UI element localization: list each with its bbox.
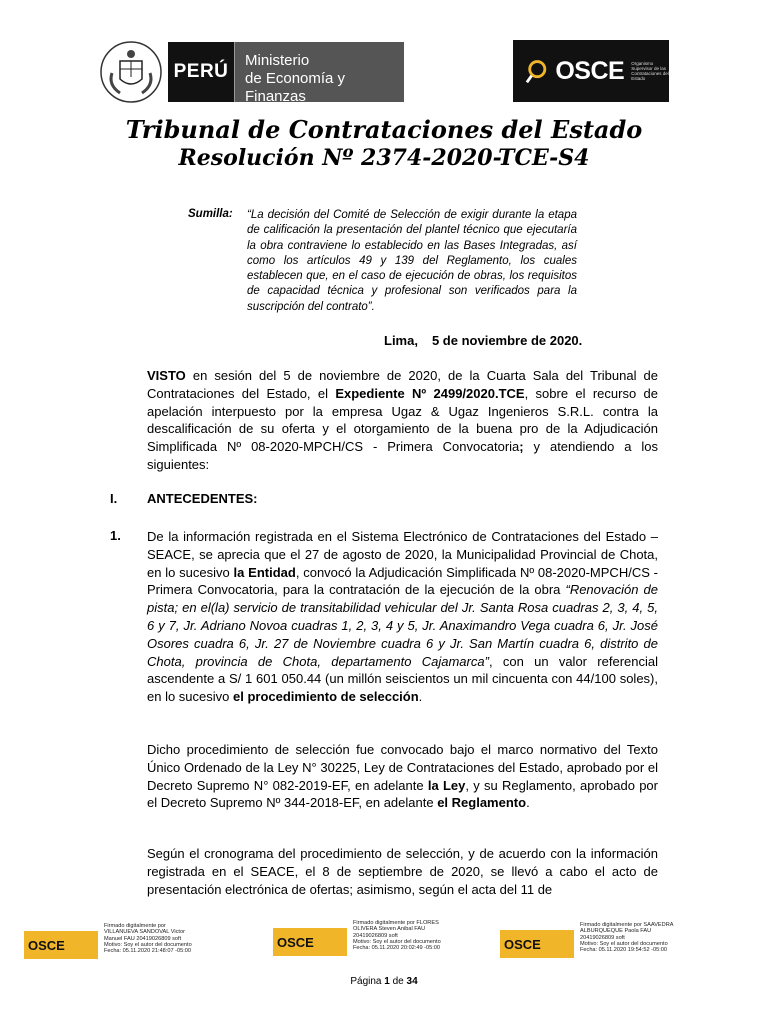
osce-logo [513,40,669,102]
ministry-line-1: Ministerio [245,52,310,69]
obra-description: “Renovación de pista; en el(la) servicio de transitabilidad vehicular del Jr. Santa Rosa cuadras 2, 3, 4, 5, 6 y 7, Jr. Adriano Novoa cuadras 1, 2, 3, 4 y 5, Jr. Anaximandro Vega cuadra 6, Jr. José Osores cuadra 6, Jr. 27 de Noviembre cuadra 6 y Jr. San Martín cuadra 6, distrito de Chota, provincia de Chota, departamento Cajamarca” [147,582,658,669]
stamp-logo-text: OSCE [504,936,541,952]
signature-line: Firmado digitalmente por [104,923,166,929]
signature-line: 20419026809 soft [353,932,398,939]
peru-label: PERÚ [168,42,234,102]
signature-line: Fecha: 05.11.2020 20:02:49 -05:00 [353,945,440,952]
normative-paragraph [147,741,658,812]
stamp-logo-text: OSCE [277,934,314,950]
page-number [0,976,768,987]
ley-term: la Ley [427,777,466,793]
signature-line: OLIVERA Steven Anibal FAU [353,926,426,933]
visto-text-3: y atendiendo a los siguientes: [147,439,658,472]
sumilla-label: Sumilla: [188,208,233,220]
signature-line: Fecha: 05.11.2020 19:54:52 -05:00 [580,947,667,954]
para-2-text-c: . [526,795,530,811]
para-2-text-a: Dicho procedimiento de selección fue convocado bajo el marco normativo del Texto Único Ordenado de la Ley N° 30225, Ley de Contrataciones del Estado, aprobado por el Decreto Supremo N° 082-2019-EF, en adelante [147,742,658,793]
document-date [384,333,582,348]
signature-line: VILLANUEVA SANDOVAL Victor [104,929,185,936]
signature-line: Manuel FAU 20419026809 soft [104,935,182,942]
tribunal-title: Tribunal de Contrataciones del Estado [125,115,643,144]
item-1-paragraph [147,528,658,706]
visto-word: VISTO [147,368,186,383]
osce-stamp-logo [24,931,98,959]
reglamento-term: el Reglamento [437,795,527,811]
signature-line: Motivo: Soy el autor del documento [353,938,441,945]
visto-semicolon: ; [519,439,524,455]
osce-logo-subtitle: Organismo Supervisor de las Contrataciones del Estado [631,61,669,81]
page-label: Página [350,976,382,987]
government-header [98,38,404,106]
procedimiento-term: el procedimiento de selección [233,689,419,705]
ministry-label [234,42,404,105]
visto-text-1: en sesión del 5 de noviembre de 2020, de la Cuarta Sala del Tribunal de Contrataciones del Estado, el [147,368,658,401]
coat-of-arms-icon [98,39,164,105]
expediente-number: Expediente Nº 2499/2020.TCE [335,385,525,401]
signature-line: Fecha: 05.11.2020 21:48:07 -05:00 [104,948,191,955]
signature-line: 20419026809 soft [580,934,625,941]
page-total: 34 [406,976,418,987]
signature-line: Motivo: Soy el autor del documento [580,940,668,947]
sumilla-text: “La decisión del Comité de Selección de exigir durante la etapa de calificación la presentación del plantel técnico que ejecutaría la obra contraviene lo establecido en las Bases Integradas, así como los artículos 49 y 139 del Reglamento, los cuales establecen que, en el caso de ejecución de obras, los requisitos de capacidad técnica y profesional son verificados para la suscripción del contrato”. [247,209,577,313]
para-2-text-b: , y su Reglamento, aprobado por el Decreto Supremo Nº 344-2018-EF, en adelante [147,777,658,811]
date-value: 5 de noviembre de 2020. [431,333,583,348]
signature-block-3 [500,922,690,962]
resolution-number: Resolución Nº 2374-2020-TCE-S4 [178,145,590,171]
item-1-text-d: . [418,689,423,705]
item-1-text-a: De la información registrada en el Sistema Electrónico de Contrataciones del Estado – SEACE, se aprecia que el 27 de agosto de 2020, la Municipalidad Provincial de Chota, en lo sucesivo [147,529,658,580]
magnifier-icon [525,56,553,86]
signature-block-2 [273,920,463,960]
schedule-paragraph: Según el cronograma del procedimiento de selección, y de acuerdo con la información registrada en el SEACE, el 8 de septiembre de 2020, se llevó a cabo el acto de presentación electrónica de ofertas; asimismo, según el acta del 11 de [147,846,658,897]
signature-block-1 [24,923,214,963]
page-current: 1 [384,976,390,987]
signature-line: ALBURQUEQUE Paola FAU [580,928,652,935]
osce-logo-text: OSCE [555,56,625,85]
stamp-logo-text: OSCE [28,937,65,953]
entidad-term: la Entidad [233,564,296,580]
signature-text [353,920,463,951]
signature-text [104,923,214,954]
signature-line: Firmado digitalmente por SAAVEDRA [580,922,674,928]
visto-paragraph [147,367,658,474]
ministry-line-2: de Economía y Finanzas [245,70,346,105]
item-1-text-c: , con un valor referencial ascendente a S/ 1 601 050.44 (un millón seiscientos un mil cincuenta con 44/100 soles), en lo sucesivo [147,653,658,705]
date-place: Lima, [384,333,418,348]
signature-line: Motivo: Soy el autor del documento [104,941,192,948]
item-1-text-b: , convocó la Adjudicación Simplificada Nº 08-2020-MPCH/CS - Primera Convocatoria, para la contratación de la ejecución de la obra [147,564,658,598]
visto-text-2: , sobre el recurso de apelación interpuesto por la empresa Ugaz & Ugaz Ingenieros S.R.L. contra la descalificación de su oferta y el otorgamiento de la buena pro de la Adjudicación Simplificada Nº 08-2020-MPCH/CS - Primera Convocatoria [147,385,658,455]
section-number: I. [110,491,118,506]
osce-stamp-logo [273,928,347,956]
item-number: 1. [110,528,121,543]
signature-line: Firmado digitalmente por FLORES [353,920,439,926]
osce-stamp-logo [500,930,574,958]
signature-text [580,922,690,953]
page-of: de [392,976,404,987]
section-title: ANTECEDENTES: [147,491,258,506]
